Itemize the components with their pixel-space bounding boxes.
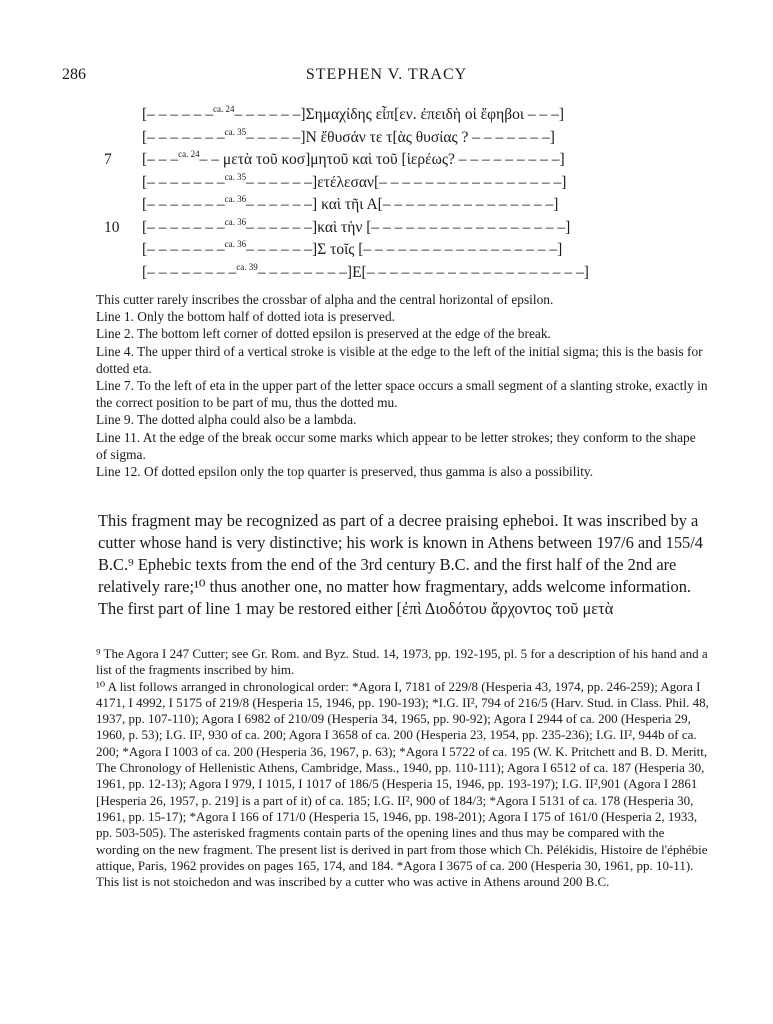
inscription-pre: [– – – – – – – bbox=[142, 173, 225, 191]
note-paragraph: Line 4. The upper third of a vertical stroke is visible at the edge to the left of the initial sigma; this is the basis for dotted eta. bbox=[96, 343, 703, 376]
footnote: ⁹ The Agora I 247 Cutter; see Gr. Rom. and Byz. Stud. 14, 1973, pp. 192-195, pl. 5 for a description of his hand and a list of the fragments inscribed by him. bbox=[96, 646, 708, 678]
inscription-post: – – – – – –]καὶ τὴν [– – – – – – – – – – – – – – – – –] bbox=[246, 218, 571, 236]
inscription-pre: [– – – – – – – bbox=[142, 128, 225, 146]
note-paragraph: Line 2. The bottom left corner of dotted epsilon is preserved at the edge of the break. bbox=[96, 326, 551, 342]
ca-count: ca. 35 bbox=[224, 171, 247, 182]
inscription-text bbox=[62, 106, 682, 286]
inscription-pre: [– – – – – – bbox=[142, 106, 214, 123]
note-paragraph: Line 7. To the left of eta in the upper part of the letter space occurs a small segment of a slanting stroke, exactly in the correct position to be part of mu, thus the dotted mu. bbox=[96, 378, 708, 411]
ca-count: ca. 36 bbox=[224, 239, 247, 249]
inscription-pre: [– – – – – – – – bbox=[142, 263, 237, 281]
inscription-line bbox=[62, 261, 682, 287]
ca-count: ca. 24 bbox=[213, 104, 235, 114]
body-text bbox=[98, 510, 710, 620]
inscription-line bbox=[62, 151, 682, 174]
inscription-line bbox=[62, 196, 682, 219]
ca-count: ca. 36 bbox=[224, 194, 247, 204]
inscription-post: – – – – – – – –]Ε[– – – – – – – – – – – – – – – – – – –] bbox=[257, 263, 589, 281]
inscription-line bbox=[62, 241, 682, 264]
inscription-post: – – – – – –]Σημαχίδης εἶπ[εν. ἐπειδὴ οἱ ἔφηβοι – – –] bbox=[234, 106, 565, 123]
ca-count: ca. 36 bbox=[224, 216, 247, 227]
line-number: 7 bbox=[104, 151, 112, 168]
footnote: ¹⁰ A list follows arranged in chronological order: *Agora I, 7181 of 229/8 (Hesperia 43, 1974, pp. 246-259); Agora I 4171, I 4992, I 5175 of 219/8 (Hesperia 15, 1946, pp. 190-193); *I.G. II², 794 of 216/5 (Harv. Stud. in Class. Phil. 48, 1937, pp. 107-110); Agora I 6982 of 210/09 (Hesperia 34, 1965, pp. 90-92); Agora I 2944 of ca. 200 (Hesperia 29, 1960, p. 53); I.G. II², 930 of ca. 200; Agora I 3658 of ca. 200 (Hesperia 23, 1954, pp. 235-236); I.G. II², 944b of ca. 200; *Agora I 1003 of ca. 200 (Hesperia 36, 1967, p. 63); *Agora I 5722 of ca. 195 (W. K. Pritchett and B. D. Meritt, The Chronology of Hellenistic Athens, Cambridge, Mass., 1940, pp. 110-111); Agora I 6512 of ca. 187 (Hesperia 30, 1961, pp. 12-13); Agora I 979, I 1015, I 1017 of 186/5 (Hesperia 15, 1946, pp. 193-197); I.G. II²,901 (Agora I 2861 [Hesperia 26, 1957, p. 219] is a part of it) of ca. 185; I.G. II², 900 of 184/3; *Agora I 5131 of ca. 178 (Hesperia 30, 1961, pp. 15-17); *Agora I 166 of 171/0 (Hesperia 15, 1946, pp. 198-201); Agora I 175 of 161/0 (Hesperia 2, 1933, pp. 503-505). The asterisked fragments contain parts of the opening lines and thus may be compared with the wording on the new fragment. The present list is derived in part from those which Ch. Pélékidis, Histoire de l'éphébie attique, Paris, 1962 provides on pages 165, 174, and 184. *Agora I 3675 of ca. 200 (Hesperia 30, 1961, pp. 10-11). This list is not stoichedon and was inscribed by a cutter who was active in Athens around 200 B.C. bbox=[96, 678, 709, 890]
line-number: 10 bbox=[104, 218, 120, 236]
ca-count: ca. 35 bbox=[224, 126, 247, 137]
inscription-post: – – – – –]Ν ἔθυσάν τε τ[ὰς θυσίας ? – – – – – – –] bbox=[246, 128, 555, 146]
body-paragraph: The first part of line 1 may be restored either [ἐπὶ Διοδότου ἄρχοντος τοῦ μετὰ bbox=[98, 599, 614, 618]
ca-count: ca. 39 bbox=[236, 261, 258, 272]
inscription-line bbox=[62, 106, 682, 129]
inscription-line bbox=[62, 126, 682, 152]
note-paragraph: Line 1. Only the bottom half of dotted iota is preserved. bbox=[96, 309, 395, 325]
note-paragraph: Line 12. Of dotted epsilon only the top quarter is preserved, thus gamma is also a possibility. bbox=[96, 464, 594, 480]
inscription-pre: [– – – – – – – bbox=[142, 241, 225, 258]
note-paragraph: This cutter rarely inscribes the crossbar of alpha and the central horizontal of epsilon. bbox=[96, 292, 554, 307]
note-paragraph: Line 9. The dotted alpha could also be a lambda. bbox=[96, 412, 357, 428]
inscription-post: – – μετὰ τοῦ κοσ]μητοῦ καὶ τοῦ [ἱερέως? – – – – – – – – –] bbox=[199, 151, 565, 168]
inscription-post: – – – – – –]Σ τοῖς [– – – – – – – – – – – – – – – – –] bbox=[246, 241, 563, 258]
note-paragraph: Line 11. At the edge of the break occur some marks which appear to be letter strokes; they conform to the shape of sigma. bbox=[96, 429, 696, 462]
inscription-pre: [– – – – – – – bbox=[142, 218, 225, 236]
epigraphical-notes bbox=[96, 291, 710, 480]
inscription-post: – – – – – –] καὶ τῆι Α[– – – – – – – – – – – – – – –] bbox=[246, 196, 559, 213]
page-number: 286 bbox=[62, 66, 86, 83]
running-head-author: STEPHEN V. TRACY bbox=[305, 66, 468, 83]
inscription-line bbox=[62, 216, 682, 242]
ca-count: ca. 24 bbox=[178, 149, 200, 159]
body-paragraph: This fragment may be recognized as part of a decree praising epheboi. It was inscribed by a cutter whose hand is very distinctive; his work is known in Athens between 197/6 and 155/4 B.C.⁹ Ephebic texts from the end of the 3rd century B.C. and the first half of the 2nd are relatively rare;¹⁰ thus another one, no matter how fragmentary, adds welcome information. bbox=[98, 511, 703, 596]
page-header bbox=[62, 66, 711, 86]
inscription-post: – – – – – –]ετέλεσαν[– – – – – – – – – – – – – – – –] bbox=[246, 173, 567, 191]
inscription-pre: [– – – – – – – bbox=[142, 196, 225, 213]
footnotes bbox=[96, 646, 710, 890]
inscription-line bbox=[62, 171, 682, 197]
inscription-pre: [– – – bbox=[142, 151, 179, 168]
